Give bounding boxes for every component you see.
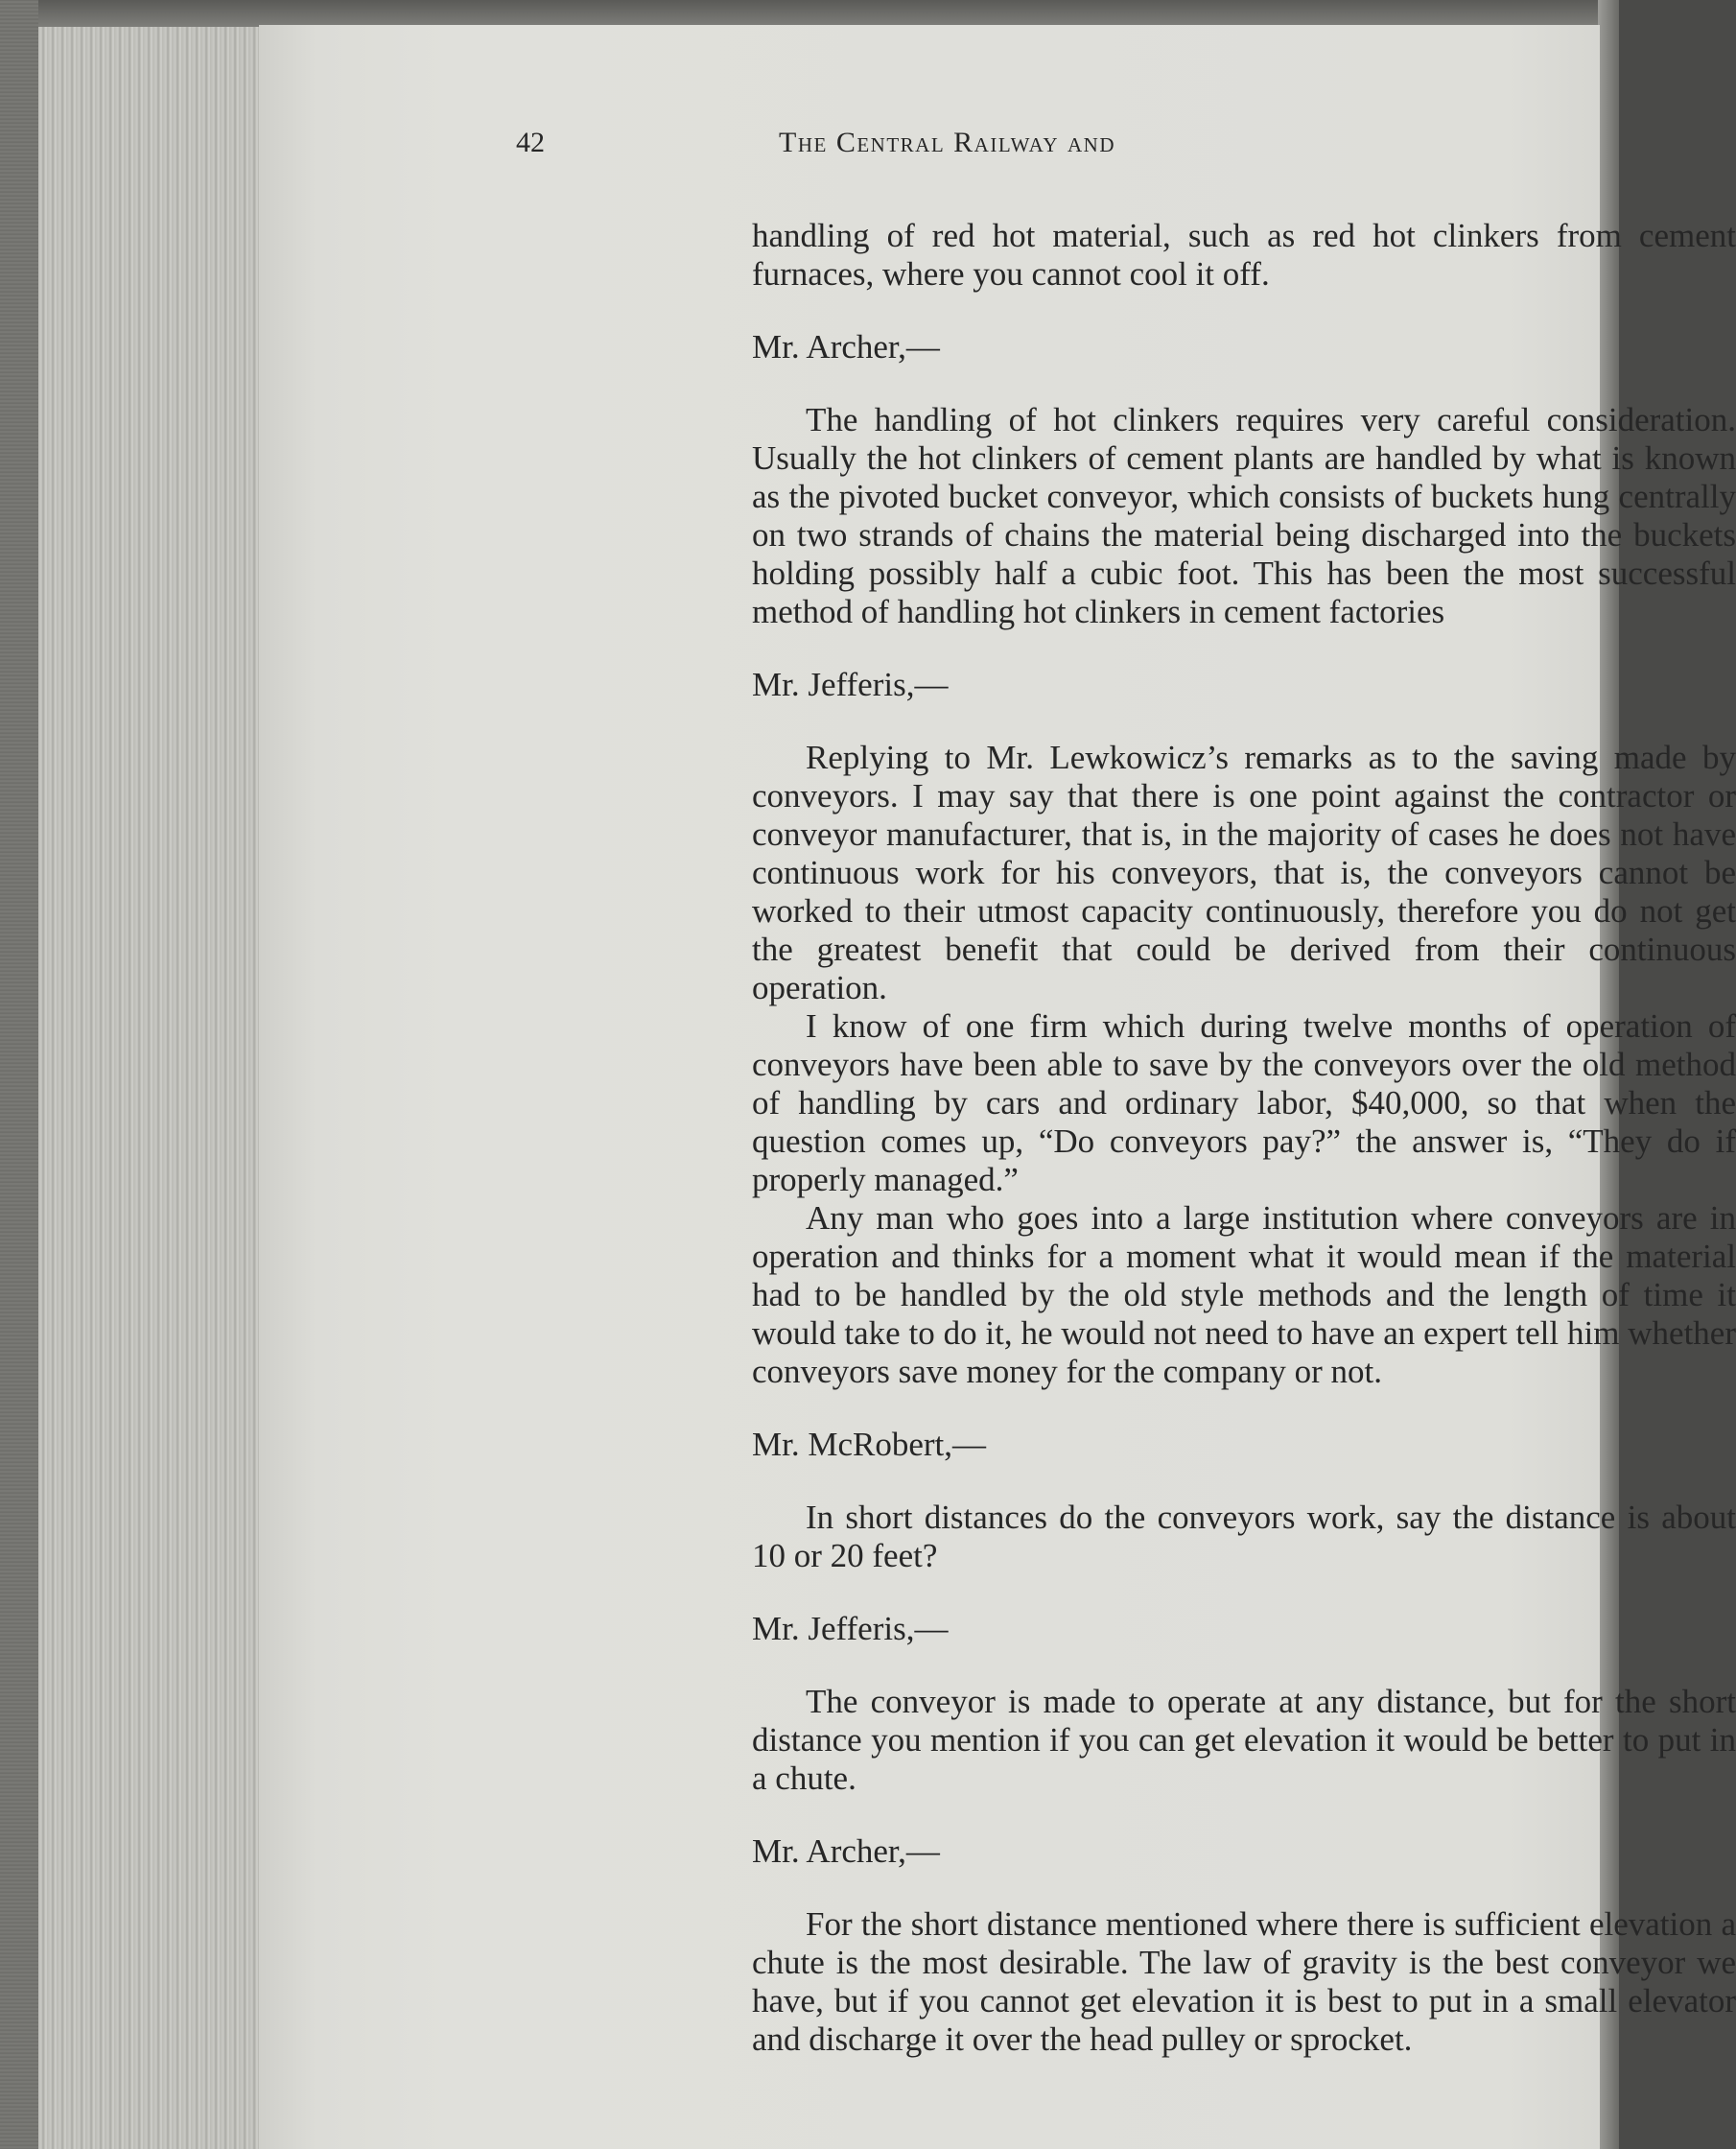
book-page: [259, 25, 1736, 2149]
speaker-label: Mr. Jefferis,—: [752, 1610, 949, 1647]
paragraph: I know of one firm which during twelve months of operation of conveyors have been able to save by the conveyors over the old method of handling by cars and ordinary labor, $40,000, so that when the question comes up, “Do conveyors pay?” the answer is, “They do if properly managed.”: [752, 1007, 1736, 1198]
book-binding: [0, 0, 38, 2149]
paragraph: Any man who goes into a large institution where conveyors are in operation and thinks for a moment what it would mean if the material had to be handled by the old style methods and the length of time it would take to do it, he would not need to have an expert tell him whether conveyors save money for the company or not.: [752, 1199, 1736, 1390]
paragraph: Replying to Mr. Lewkowicz’s remarks as to the saving made by conveyors. I may say that there is one point against the contractor or conveyor manufacturer, that is, in the majority of cases he does not have continuous work for his conveyors, that is, the conveyors cannot be worked to their utmost capacity continuously, therefore you do not get the greatest benefit that could be derived from their continuous operation.: [752, 739, 1736, 1006]
paragraph: The conveyor is made to operate at any distance, but for the short distance you mention if you can get elevation it would be better to put in a chute.: [752, 1683, 1736, 1797]
paragraph-continued: handling of red hot material, such as red hot clinkers from cement furnaces, where you cannot cool it off.: [752, 217, 1736, 293]
speaker-label: Mr. Jefferis,—: [752, 666, 949, 703]
page-edges: [38, 27, 269, 2149]
book-top-edge: [0, 0, 1619, 27]
paragraph: For the short distance mentioned where there is sufficient elevation a chute is the most desirable. The law of gravity is the best conveyor we have, but if you cannot get elevation it is best to put in a small elevator and discharge it over the head pulley or sprocket.: [752, 1905, 1736, 2058]
paragraph: In short distances do the conveyors work, say the distance is about 10 or 20 feet?: [752, 1499, 1736, 1574]
speaker-label: Mr. Archer,—: [752, 328, 940, 366]
speaker-label: Mr. McRobert,—: [752, 1426, 987, 1463]
paragraph: The handling of hot clinkers requires very careful consideration. Usually the hot clinkers of cement plants are handled by what is known as the pivoted bucket conveyor, which consists of buckets hung centrally on two strands of chains the material being discharged into the buckets holding possibly half a cubic foot. This has been the most successful method of handling hot clinkers in cement factories: [752, 401, 1736, 630]
page-number: 42: [516, 127, 545, 158]
speaker-label: Mr. Archer,—: [752, 1832, 940, 1870]
running-head: The Central Railway and: [779, 127, 1115, 158]
body-text: [752, 217, 1736, 2059]
